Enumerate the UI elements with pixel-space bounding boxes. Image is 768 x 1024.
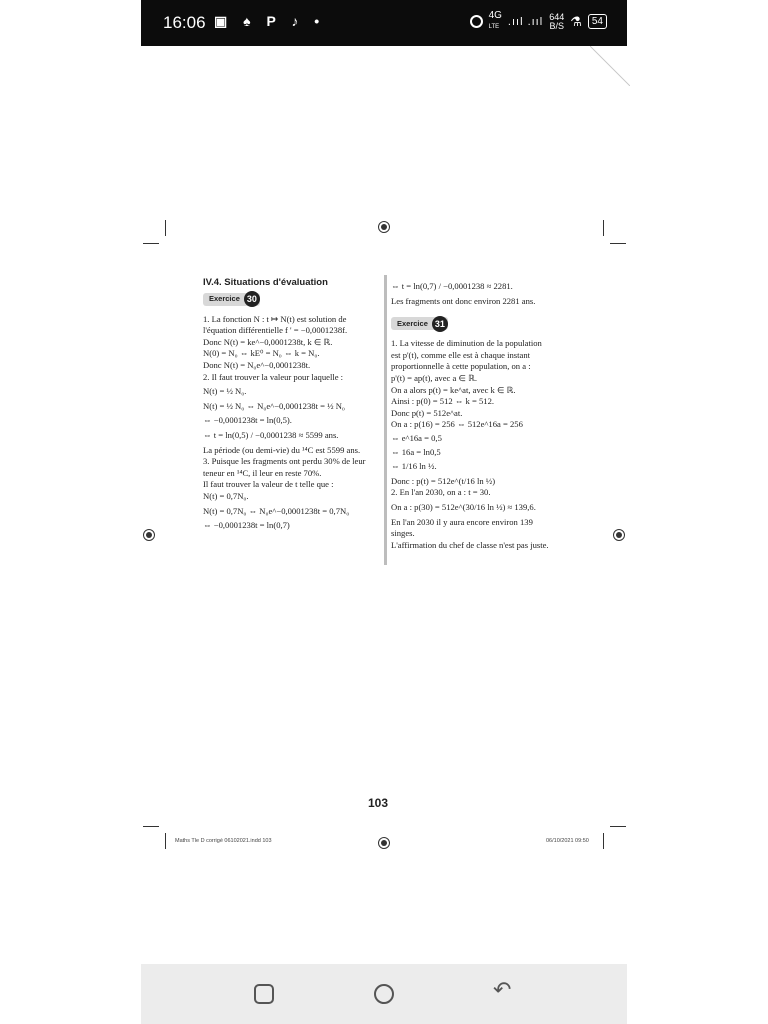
status-right xyxy=(470,11,607,32)
exercise-30-body xyxy=(203,314,379,532)
text-line: 1. La vitesse de diminution de la population xyxy=(391,338,542,349)
crop-mark xyxy=(165,833,166,849)
registration-target-icon xyxy=(378,221,390,233)
data-speed xyxy=(549,13,564,31)
exercise-30-badge xyxy=(203,293,260,306)
text-line: Donc p(t) = 512e^at. xyxy=(391,407,463,418)
crop-mark xyxy=(143,826,159,827)
left-column xyxy=(203,277,379,532)
crop-mark xyxy=(610,826,626,827)
battery-icon: 54 xyxy=(588,14,607,29)
text-line: ⇔ t = ln(0,7) / −0,0001238 ≈ 2281. xyxy=(391,281,513,291)
text-line: N(t) = ½ N₀ ⇔ N₀e^−0,0001238t = ½ N₀ xyxy=(203,400,345,411)
crop-mark xyxy=(603,833,604,849)
text-line: L'affirmation du chef de classe n'est pas juste. xyxy=(391,539,549,550)
text-line: N(0) = N₀ ⇔ kE⁰ = N₀ ⇔ k = N₀. xyxy=(203,348,320,359)
footer-timestamp: 06/10/2021 09:50 xyxy=(546,838,589,844)
crop-mark xyxy=(143,243,159,244)
text-line: Les fragments ont donc environ 2281 ans. xyxy=(391,295,536,306)
text-line: ⇔ t = ln(0,5) / −0,0001238 ≈ 5599 ans. xyxy=(203,429,339,440)
network-sub-label: LTE xyxy=(488,24,500,30)
text-line: On a : p(16) = 256 ⇔ 512e^16a = 256 xyxy=(391,419,523,430)
exercise-31-badge xyxy=(391,317,448,330)
text-line: l'équation différentielle f ' = −0,0001238f. xyxy=(203,325,348,336)
right-column xyxy=(391,281,567,551)
network-type xyxy=(489,11,502,32)
text-line: ⇔ e^16a = 0,5 xyxy=(391,432,442,443)
recent-apps-button[interactable] xyxy=(254,984,274,1004)
text-line: singes. xyxy=(391,528,415,539)
text-line: En l'an 2030 il y aura encore environ 139 xyxy=(391,516,533,527)
text-line: On a alors p(t) = ke^at, avec k ∈ ℝ. xyxy=(391,384,516,395)
exercise-label: Exercice xyxy=(397,318,428,328)
exercise-number: 30 xyxy=(244,291,260,307)
text-line: proportionnelle à cette population, on a : xyxy=(391,361,531,372)
status-time: 16:06 xyxy=(163,13,206,32)
signal-icon: .ııl .ııl xyxy=(507,15,544,28)
text-line: ⇔ −0,0001238t = ln(0,5). xyxy=(203,415,292,426)
text-line: p'(t) = ap(t), avec a ∈ ℝ. xyxy=(391,372,478,383)
registration-target-icon xyxy=(143,529,155,541)
network-label: 4G xyxy=(488,10,502,21)
text-line: ⇔ −0,0001238t = ln(0,7) xyxy=(203,520,290,531)
page-number: 103 xyxy=(368,796,389,810)
text-line: Donc N(t) = N₀e^−0,0001238t. xyxy=(203,359,311,370)
section-title: IV.4. Situations d'évaluation xyxy=(203,277,328,288)
text-line: Donc N(t) = ke^−0,0001238t, k ∈ ℝ. xyxy=(203,336,333,347)
registration-target-icon xyxy=(613,529,625,541)
text-line: 1. La fonction N : t ↦ N(t) est solution de xyxy=(203,313,347,324)
text-line: teneur en ¹⁴C, il leur en reste 70%. xyxy=(203,467,322,478)
navigation-bar xyxy=(141,964,627,1024)
text-line: 3. Puisque les fragments ont perdu 30% de leur xyxy=(203,456,366,467)
text-line: N(t) = ½ N₀. xyxy=(203,386,247,397)
page-corner-line xyxy=(590,46,630,86)
alarm-icon xyxy=(470,15,483,28)
back-button[interactable]: ↶ xyxy=(493,978,512,1003)
text-line: 2. En l'an 2030, on a : t = 30. xyxy=(391,487,491,498)
flask-icon: ⚗ xyxy=(570,13,582,29)
exercise-31-body xyxy=(391,338,567,551)
home-button[interactable] xyxy=(374,984,394,1004)
speed-unit: B/S xyxy=(549,20,564,31)
column-divider xyxy=(384,275,387,565)
status-bar xyxy=(141,0,627,46)
registration-target-icon xyxy=(378,837,390,849)
exercise-number: 31 xyxy=(432,316,448,332)
text-line: Il faut trouver la valeur de t telle que : xyxy=(203,479,334,490)
text-line: N(t) = 0,7N₀. xyxy=(203,490,249,501)
crop-mark xyxy=(603,220,604,236)
notification-icons: ▣ ♠ P ♪ • xyxy=(214,13,326,29)
exercise-label: Exercice xyxy=(209,294,240,304)
crop-mark xyxy=(165,220,166,236)
text-line: 2. Il faut trouver la valeur pour laquelle : xyxy=(203,371,344,382)
speed-value: 644 xyxy=(549,11,565,22)
text-line: ⇔ 16a = ln0,5 xyxy=(391,446,441,457)
crop-mark xyxy=(610,243,626,244)
text-line: Ainsi : p(0) = 512 ⇔ k = 512. xyxy=(391,396,495,407)
text-line: ⇔ 1/16 ln ½. xyxy=(391,461,437,472)
text-line: Donc : p(t) = 512e^(t/16 ln ½) xyxy=(391,475,496,486)
text-line: La période (ou demi-vie) du ¹⁴C est 5599 ans. xyxy=(203,444,361,455)
text-line: On a : p(30) = 512e^(30/16 ln ½) ≈ 139,6. xyxy=(391,501,536,512)
text-line: est p'(t), comme elle est à chaque instant xyxy=(391,349,530,360)
footer-file-name: Maths Tle D corrigé 06102021.indd 103 xyxy=(175,838,272,844)
text-line: N(t) = 0,7N₀ ⇔ N₀e^−0,0001238t = 0,7N₀ xyxy=(203,505,350,516)
